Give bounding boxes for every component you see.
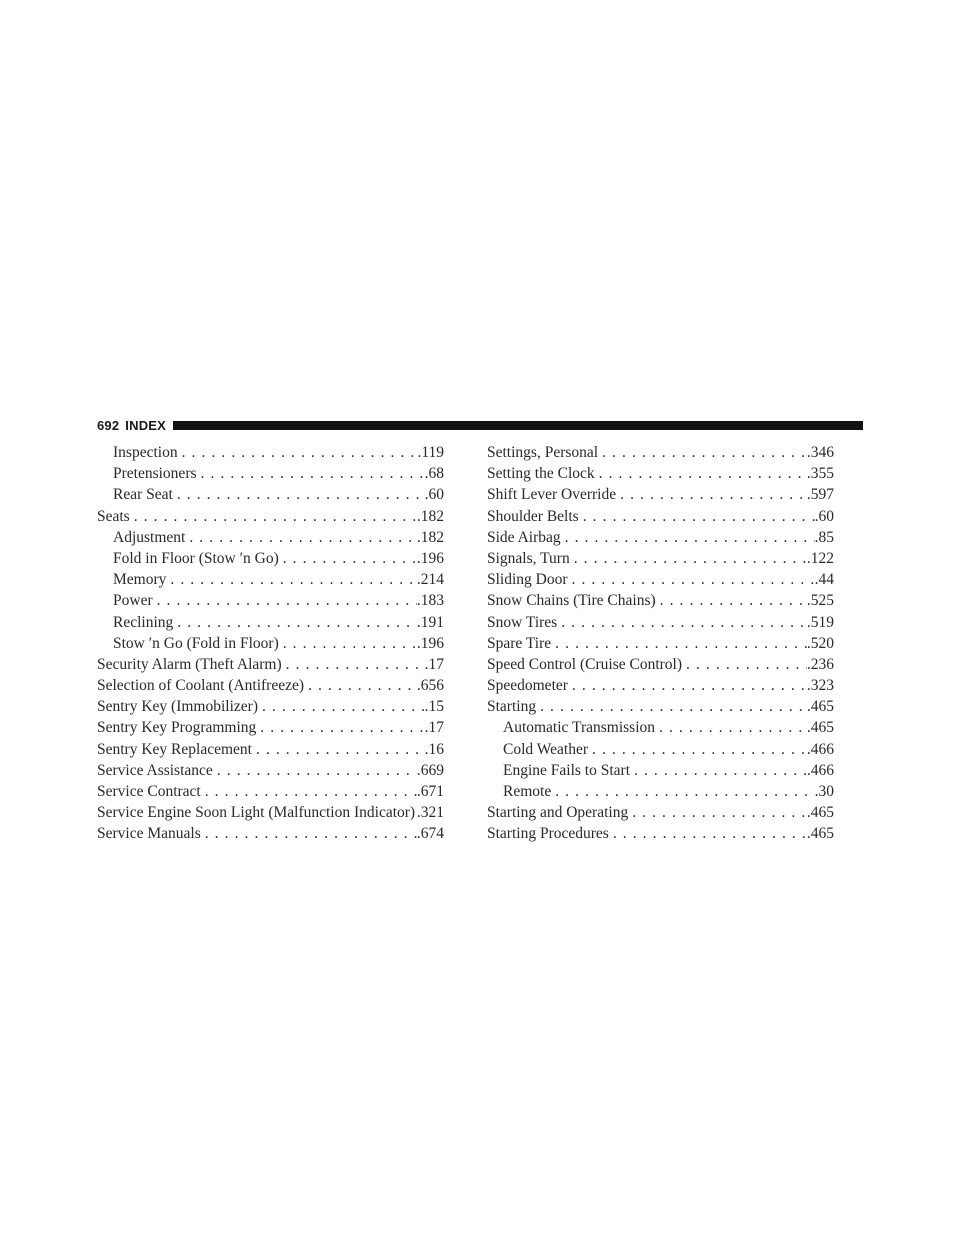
entry-term: Seats bbox=[97, 507, 130, 525]
dot-leader bbox=[166, 569, 416, 590]
index-entry bbox=[487, 590, 834, 611]
entry-term: Service Manuals bbox=[97, 825, 201, 843]
entry-page-number: .321 bbox=[416, 804, 444, 822]
entry-term: Memory bbox=[113, 571, 167, 589]
dot-leader bbox=[153, 590, 417, 611]
entry-page-number: .236 bbox=[806, 655, 834, 673]
entry-term: Security Alarm (Theft Alarm) bbox=[97, 655, 282, 673]
entry-term: Service Engine Soon Light (Malfunction Indicator) bbox=[97, 804, 416, 822]
entry-page-number: .525 bbox=[806, 592, 834, 610]
dot-leader bbox=[173, 484, 425, 505]
index-entry bbox=[97, 823, 444, 844]
dot-leader bbox=[258, 696, 425, 717]
entry-page-number: .214 bbox=[416, 571, 444, 589]
entry-page-number: .597 bbox=[806, 486, 834, 504]
dot-leader bbox=[536, 696, 807, 717]
index-entry bbox=[487, 463, 834, 484]
entry-page-number: .44 bbox=[814, 571, 834, 589]
index-entry bbox=[97, 717, 444, 738]
index-entry bbox=[487, 696, 834, 717]
entry-term: Pretensioners bbox=[113, 465, 197, 483]
entry-term: Spare Tire bbox=[487, 634, 552, 652]
entry-term: Adjustment bbox=[113, 528, 186, 546]
dot-leader bbox=[201, 823, 417, 844]
index-entry bbox=[487, 654, 834, 675]
dot-leader bbox=[279, 548, 417, 569]
entry-page-number: .323 bbox=[806, 677, 834, 695]
dot-leader bbox=[595, 463, 807, 484]
dot-leader bbox=[557, 612, 807, 633]
index-subentry bbox=[97, 463, 444, 484]
entry-term: Power bbox=[113, 592, 153, 610]
entry-term: Snow Tires bbox=[487, 613, 558, 631]
entry-page-number: .191 bbox=[416, 613, 444, 631]
entry-page-number: .466 bbox=[806, 761, 834, 779]
dot-leader bbox=[579, 506, 815, 527]
entry-term: Fold in Floor (Stow ′n Go) bbox=[113, 549, 279, 567]
dot-leader bbox=[551, 781, 814, 802]
index-subentry bbox=[97, 442, 444, 463]
entry-term: Sentry Key Programming bbox=[97, 719, 257, 737]
entry-term: Snow Chains (Tire Chains) bbox=[487, 592, 656, 610]
entry-term: Sentry Key (Immobilizer) bbox=[97, 698, 258, 716]
entry-page-number: .182 bbox=[416, 528, 444, 546]
dot-leader bbox=[130, 506, 417, 527]
entry-term: Speedometer bbox=[487, 677, 568, 695]
dot-leader bbox=[213, 760, 417, 781]
entry-page-number: .183 bbox=[416, 592, 444, 610]
entry-term: Side Airbag bbox=[487, 528, 561, 546]
index-entry bbox=[97, 739, 444, 760]
entry-term: Speed Control (Cruise Control) bbox=[487, 655, 683, 673]
index-entry bbox=[97, 696, 444, 717]
dot-leader bbox=[561, 527, 815, 548]
index-entry bbox=[487, 633, 834, 654]
entry-page-number: .671 bbox=[416, 783, 444, 800]
entry-page-number: .465 bbox=[806, 719, 834, 737]
entry-page-number: .85 bbox=[814, 528, 834, 546]
entry-page-number: .674 bbox=[416, 825, 444, 843]
index-subentry bbox=[97, 527, 444, 548]
dot-leader bbox=[197, 463, 425, 484]
dot-leader bbox=[252, 739, 425, 760]
dot-leader bbox=[568, 569, 815, 590]
entry-page-number: .68 bbox=[424, 465, 444, 483]
dot-leader bbox=[616, 484, 807, 505]
dot-leader bbox=[173, 612, 417, 633]
dot-leader bbox=[656, 590, 807, 611]
index-entry bbox=[487, 612, 834, 633]
dot-leader bbox=[185, 527, 417, 548]
entry-page-number: .346 bbox=[806, 444, 834, 461]
entry-page-number: .465 bbox=[806, 698, 834, 716]
dot-leader bbox=[598, 442, 807, 463]
dot-leader bbox=[588, 739, 807, 760]
entry-page-number: .669 bbox=[416, 761, 444, 779]
index-entry bbox=[97, 781, 444, 802]
index-entry bbox=[487, 802, 834, 823]
index-entry bbox=[487, 823, 834, 844]
entry-term: Cold Weather bbox=[503, 740, 588, 758]
index-subentry bbox=[97, 548, 444, 569]
entry-page-number: .60 bbox=[814, 507, 834, 525]
index-subentry bbox=[487, 781, 834, 802]
entry-term: Sentry Key Replacement bbox=[97, 740, 252, 758]
index-entry bbox=[97, 654, 444, 675]
entry-page-number: .656 bbox=[416, 677, 444, 695]
entry-term: Selection of Coolant (Antifreeze) bbox=[97, 677, 305, 695]
entry-page-number: .60 bbox=[424, 486, 444, 504]
index-subentry bbox=[487, 760, 834, 781]
section-title: INDEX bbox=[125, 417, 167, 433]
page-number: 692 bbox=[97, 417, 120, 433]
entry-term: Starting Procedures bbox=[487, 825, 609, 843]
index-column-right bbox=[487, 442, 834, 845]
index-subentry bbox=[487, 739, 834, 760]
index-subentry bbox=[487, 717, 834, 738]
index-entry bbox=[487, 527, 834, 548]
entry-page-number: .17 bbox=[424, 719, 444, 737]
entry-term: Service Assistance bbox=[97, 761, 213, 779]
index-subentry bbox=[97, 633, 444, 654]
dot-leader bbox=[178, 442, 418, 463]
index-subentry bbox=[97, 612, 444, 633]
entry-term: Signals, Turn bbox=[487, 549, 570, 567]
entry-page-number: .119 bbox=[417, 444, 444, 461]
dot-leader bbox=[304, 675, 417, 696]
dot-leader bbox=[256, 717, 424, 738]
entry-page-number: .182 bbox=[416, 507, 444, 525]
index-subentry bbox=[97, 569, 444, 590]
entry-page-number: .355 bbox=[806, 465, 834, 483]
entry-page-number: .466 bbox=[806, 740, 834, 758]
entry-term: Setting the Clock bbox=[487, 465, 595, 483]
index-entry bbox=[487, 548, 834, 569]
entry-term: Automatic Transmission bbox=[503, 719, 656, 737]
entry-page-number: .196 bbox=[416, 634, 444, 652]
entry-term: Inspection bbox=[113, 444, 178, 461]
page-header bbox=[97, 417, 863, 433]
dot-leader bbox=[682, 654, 807, 675]
index-entry bbox=[97, 506, 444, 527]
dot-leader bbox=[279, 633, 417, 654]
entry-term: Shift Lever Override bbox=[487, 486, 617, 504]
entry-page-number: .17 bbox=[424, 655, 444, 673]
entry-term: Sliding Door bbox=[487, 571, 568, 589]
dot-leader bbox=[655, 717, 807, 738]
entry-term: Starting and Operating bbox=[487, 804, 629, 822]
entry-term: Settings, Personal bbox=[487, 444, 599, 461]
entry-page-number: .465 bbox=[806, 825, 834, 843]
entry-page-number: .519 bbox=[806, 613, 834, 631]
dot-leader bbox=[201, 781, 417, 802]
entry-term: Starting bbox=[487, 698, 537, 716]
dot-leader bbox=[628, 802, 807, 823]
entry-term: Service Contract bbox=[97, 783, 201, 800]
dot-leader bbox=[570, 548, 807, 569]
index-entry bbox=[487, 442, 834, 463]
entry-page-number: .122 bbox=[806, 549, 834, 567]
dot-leader bbox=[568, 675, 807, 696]
index-entry bbox=[487, 675, 834, 696]
dot-leader bbox=[609, 823, 807, 844]
entry-page-number: .520 bbox=[806, 634, 834, 652]
entry-term: Reclining bbox=[113, 613, 174, 631]
entry-page-number: .465 bbox=[806, 804, 834, 822]
entry-page-number: .30 bbox=[814, 783, 834, 800]
dot-leader bbox=[551, 633, 807, 654]
entry-term: Engine Fails to Start bbox=[503, 761, 631, 779]
entry-term: Shoulder Belts bbox=[487, 507, 579, 525]
index-entry bbox=[97, 675, 444, 696]
header-rule bbox=[173, 421, 863, 430]
index-entry bbox=[97, 760, 444, 781]
index-entry bbox=[487, 569, 834, 590]
index-entry bbox=[487, 506, 834, 527]
index-entry bbox=[97, 802, 444, 823]
entry-page-number: .196 bbox=[416, 549, 444, 567]
index-subentry bbox=[97, 484, 444, 505]
index-subentry bbox=[97, 590, 444, 611]
entry-term: Stow ′n Go (Fold in Floor) bbox=[113, 634, 279, 652]
entry-page-number: .15 bbox=[424, 698, 444, 716]
index-entry bbox=[487, 484, 834, 505]
dot-leader bbox=[282, 654, 425, 675]
entry-term: Rear Seat bbox=[113, 486, 173, 504]
index-column-left bbox=[97, 442, 444, 845]
entry-term: Remote bbox=[503, 783, 552, 800]
entry-page-number: .16 bbox=[424, 740, 444, 758]
dot-leader bbox=[630, 760, 807, 781]
